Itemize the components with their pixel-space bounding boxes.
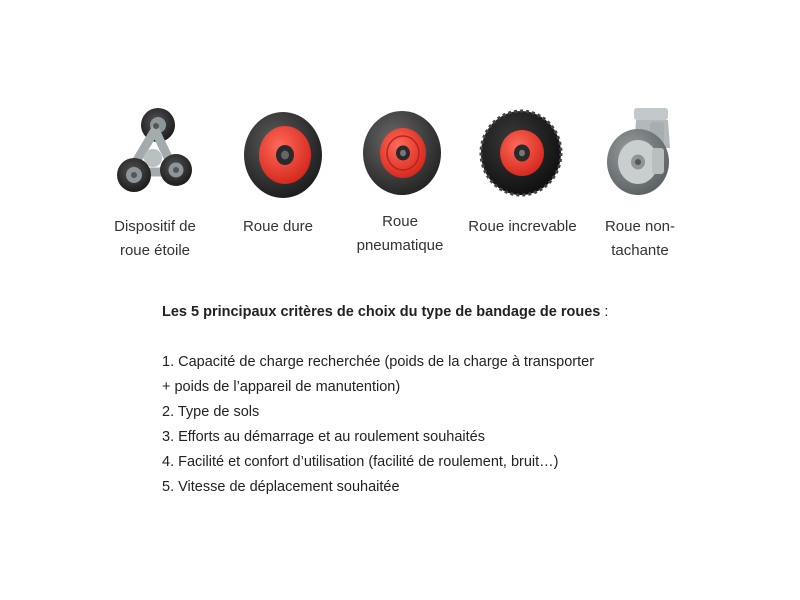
caption-line: Roue <box>382 213 418 230</box>
caption-line: roue étoile <box>119 242 191 259</box>
caption-line: Roue increvable <box>468 218 577 235</box>
non-marking-caster-icon <box>598 100 688 210</box>
criteria-item: 2. Type de sols <box>162 404 260 420</box>
caption-line: Roue dure <box>242 218 314 235</box>
criteria-heading <box>162 300 682 325</box>
caption-line: Roue non- <box>604 218 676 235</box>
criteria-item: 4. Facilité et confort d’utilisation (facilité de roulement, bruit…) <box>162 454 559 470</box>
puncture-proof-wheel-icon <box>477 100 567 210</box>
criteria-item-continuation: + poids de l’appareil de manutention) <box>162 379 401 395</box>
caption-non-marking-wheel <box>590 215 690 263</box>
criteria-heading-bold: Les 5 principaux critères de choix du type de bandage de roues <box>162 304 601 320</box>
caption-hard-wheel <box>228 215 328 239</box>
criteria-item: 3. Efforts au démarrage et au roulement souhaités <box>162 429 485 445</box>
criteria-list <box>162 350 682 500</box>
caption-star-wheel <box>100 215 210 263</box>
criteria-heading-suffix: : <box>600 304 609 320</box>
star-wheel-icon <box>110 100 200 210</box>
criteria-item: 5. Vitesse de déplacement souhaitée <box>162 479 400 495</box>
caption-line: pneumatique <box>356 237 444 254</box>
caption-line: tachante <box>611 242 669 259</box>
hard-wheel-icon <box>238 100 328 210</box>
caption-puncture-proof-wheel <box>460 215 585 239</box>
criteria-block <box>162 300 682 500</box>
caption-pneumatic-wheel <box>345 210 455 258</box>
criteria-item: 1. Capacité de charge recherchée (poids de la charge à transporter <box>162 354 595 370</box>
pneumatic-wheel-icon <box>357 100 447 210</box>
caption-line: Dispositif de <box>114 218 196 235</box>
